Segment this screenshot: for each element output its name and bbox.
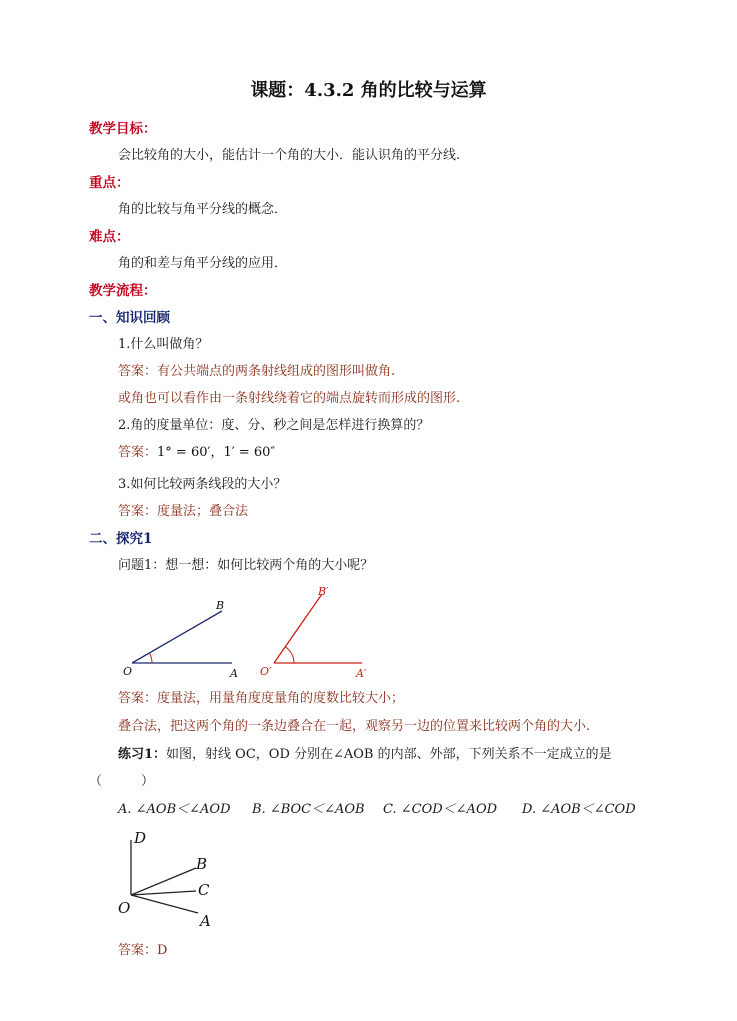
problem-1: 问题1：想一想：如何比较两个角的大小呢？ bbox=[118, 558, 374, 573]
answer-1 bbox=[118, 363, 395, 381]
ray-oa bbox=[131, 895, 198, 913]
label-a: A bbox=[230, 667, 238, 680]
difficulty-heading: 难点： bbox=[89, 229, 130, 245]
exercise-1 bbox=[118, 746, 612, 764]
answer-problem-1-alt: 叠合法，把这两个角的一条边叠合在一起，观察另一边的位置来比较两个角的大小. bbox=[118, 719, 591, 734]
answer-2-separator: ， bbox=[210, 445, 224, 460]
label-c: C bbox=[198, 881, 210, 899]
angle-aob bbox=[123, 599, 238, 680]
angle-arc-a1o1b1 bbox=[285, 646, 294, 663]
label-b: B bbox=[196, 855, 208, 873]
ray-ob bbox=[132, 611, 222, 663]
answer-3-prefix: 答案： bbox=[118, 504, 158, 519]
exercise-1-paren: （ ） bbox=[89, 774, 155, 789]
angle-comparison-figure bbox=[118, 584, 578, 684]
angle-a1o1b1 bbox=[260, 585, 367, 680]
exercise-1-answer-prefix: 答案： bbox=[118, 943, 158, 958]
difficulty-text: 角的和差与角平分线的应用． bbox=[118, 256, 288, 271]
answer-2-equation-2: 1′ = 60″ bbox=[223, 445, 276, 460]
section1-heading: 一、知识回顾 bbox=[89, 310, 170, 326]
label-o-prime: O′ bbox=[260, 665, 272, 678]
answer-1-text: 有公共端点的两条射线组成的图形叫做角. bbox=[157, 364, 396, 379]
answer-1-prefix: 答案： bbox=[118, 364, 158, 379]
label-b: B bbox=[216, 599, 225, 612]
answer-1-alt: 或角也可以看作由一条射线绕着它的端点旋转而形成的图形. bbox=[118, 391, 461, 406]
answer-2-equation-1: 1° = 60′ bbox=[157, 445, 211, 460]
exercise-1-text: 如图，射线 OC，OD 分别在∠AOB 的内部、外部，下列关系不一定成立的是 bbox=[166, 747, 612, 762]
label-a: A bbox=[200, 912, 211, 930]
option-a: A. ∠AOB＜∠AOD bbox=[118, 802, 231, 817]
key-point-heading: 重点： bbox=[89, 175, 130, 191]
label-o: O bbox=[118, 899, 131, 917]
exercise-1-label: 练习1： bbox=[118, 747, 167, 762]
answer-problem-1 bbox=[118, 690, 404, 708]
answer-problem-1-text: 度量法，用量角度度量角的度数比较大小； bbox=[157, 691, 405, 706]
ray-o1b1 bbox=[274, 594, 322, 663]
question-3: 3.如何比较两条线段的大小？ bbox=[118, 477, 287, 492]
angle-arc-aob bbox=[149, 653, 152, 663]
label-d: D bbox=[134, 829, 147, 847]
section2-heading: 二、探究1 bbox=[89, 531, 153, 547]
answer-2-prefix: 答案： bbox=[118, 445, 158, 460]
key-point-text: 角的比较与角平分线的概念． bbox=[118, 202, 288, 217]
objectives-text: 会比较角的大小，能估计一个角的大小．能认识角的平分线. bbox=[118, 148, 461, 163]
option-d: D. ∠AOB＜∠COD bbox=[522, 802, 636, 817]
answer-3 bbox=[118, 503, 248, 521]
answer-2 bbox=[118, 444, 275, 462]
flow-heading: 教学流程： bbox=[89, 283, 157, 299]
page-title: 课题：4.3.2 角的比较与运算 bbox=[250, 80, 487, 101]
exercise-1-answer bbox=[118, 942, 167, 960]
label-o: O bbox=[123, 665, 133, 678]
option-b: B. ∠BOC＜∠AOB bbox=[252, 802, 365, 817]
answer-problem-1-prefix: 答案： bbox=[118, 691, 158, 706]
answer-3-text: 度量法；叠合法 bbox=[157, 504, 249, 519]
objectives-heading: 教学目标： bbox=[89, 121, 157, 137]
label-b-prime: B′ bbox=[318, 585, 329, 598]
exercise-1-answer-value: D bbox=[157, 943, 168, 958]
question-2: 2.角的度量单位：度、分、秒之间是怎样进行换算的？ bbox=[118, 418, 430, 433]
exercise-figure bbox=[112, 825, 242, 935]
option-c: C. ∠COD＜∠AOD bbox=[383, 802, 498, 817]
question-1: 1.什么叫做角？ bbox=[118, 337, 209, 352]
label-a-prime: A′ bbox=[356, 667, 367, 680]
